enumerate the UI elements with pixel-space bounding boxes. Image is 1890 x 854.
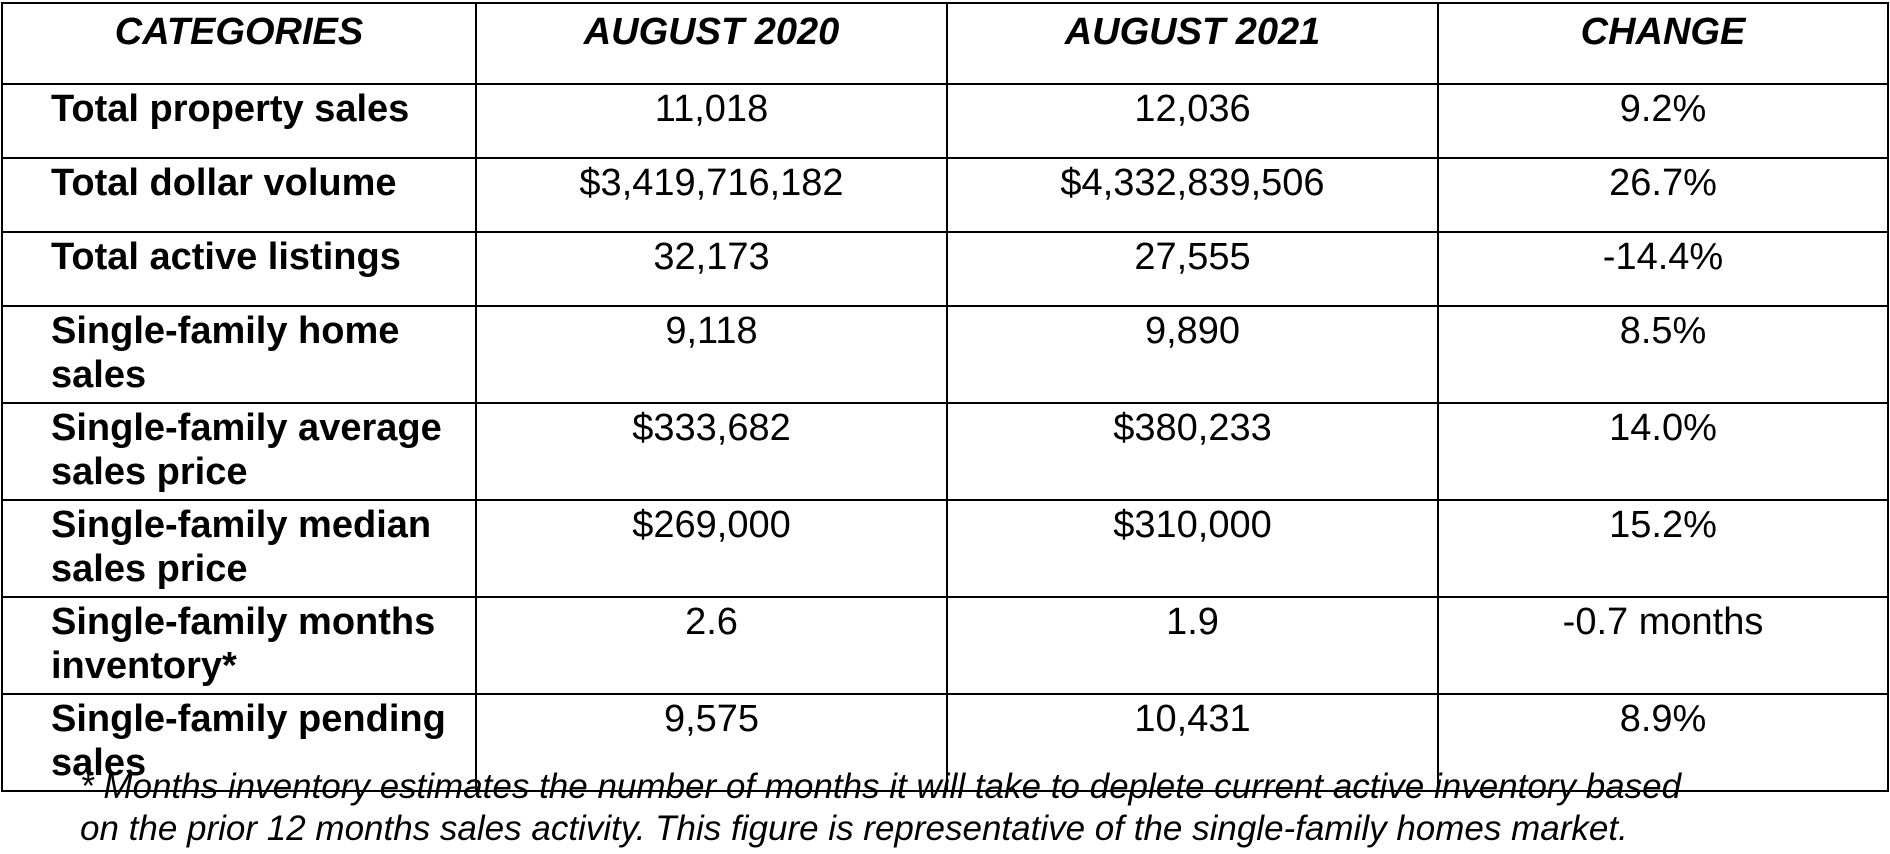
table-row bbox=[2, 597, 1888, 694]
header-categories: CATEGORIES bbox=[2, 3, 476, 84]
market-stats-table bbox=[1, 2, 1889, 792]
footnote-line-1: * Months inventory estimates the number of months it will take to deplete current active inventory based bbox=[80, 767, 1682, 806]
category-cell: Single-family months inventory* bbox=[2, 597, 476, 694]
category-cell: Single-family home sales bbox=[2, 306, 476, 403]
table-row bbox=[2, 403, 1888, 500]
august-2021-cell: $380,233 bbox=[947, 403, 1438, 500]
august-2020-cell: 9,118 bbox=[476, 306, 947, 403]
august-2021-cell: $310,000 bbox=[947, 500, 1438, 597]
august-2020-cell: $333,682 bbox=[476, 403, 947, 500]
change-cell: 14.0% bbox=[1438, 403, 1888, 500]
change-cell: 8.9% bbox=[1438, 694, 1888, 791]
august-2020-cell: 11,018 bbox=[476, 84, 947, 158]
change-cell: 26.7% bbox=[1438, 158, 1888, 232]
header-august-2020: AUGUST 2020 bbox=[476, 3, 947, 84]
footnote bbox=[80, 766, 1860, 850]
change-cell: 9.2% bbox=[1438, 84, 1888, 158]
august-2021-cell: 10,431 bbox=[947, 694, 1438, 791]
august-2020-cell: 2.6 bbox=[476, 597, 947, 694]
category-cell: Single-family average sales price bbox=[2, 403, 476, 500]
august-2021-cell: 9,890 bbox=[947, 306, 1438, 403]
table-row bbox=[2, 84, 1888, 158]
header-august-2021: AUGUST 2021 bbox=[947, 3, 1438, 84]
august-2021-cell: $4,332,839,506 bbox=[947, 158, 1438, 232]
category-cell: Single-family median sales price bbox=[2, 500, 476, 597]
table-row bbox=[2, 232, 1888, 306]
august-2021-cell: 12,036 bbox=[947, 84, 1438, 158]
table-row bbox=[2, 500, 1888, 597]
august-2020-cell: $269,000 bbox=[476, 500, 947, 597]
header-row bbox=[2, 3, 1888, 84]
august-2021-cell: 27,555 bbox=[947, 232, 1438, 306]
change-cell: -14.4% bbox=[1438, 232, 1888, 306]
change-cell: -0.7 months bbox=[1438, 597, 1888, 694]
table-row bbox=[2, 158, 1888, 232]
august-2020-cell: $3,419,716,182 bbox=[476, 158, 947, 232]
footnote-line-2: on the prior 12 months sales activity. This figure is representative of the single-family homes market. bbox=[80, 809, 1628, 848]
header-change: CHANGE bbox=[1438, 3, 1888, 84]
change-cell: 15.2% bbox=[1438, 500, 1888, 597]
category-cell: Total dollar volume bbox=[2, 158, 476, 232]
category-cell: Total active listings bbox=[2, 232, 476, 306]
august-2020-cell: 32,173 bbox=[476, 232, 947, 306]
table-row bbox=[2, 306, 1888, 403]
august-2021-cell: 1.9 bbox=[947, 597, 1438, 694]
change-cell: 8.5% bbox=[1438, 306, 1888, 403]
category-cell: Total property sales bbox=[2, 84, 476, 158]
category-cell: Single-family pending sales bbox=[2, 694, 476, 791]
august-2020-cell: 9,575 bbox=[476, 694, 947, 791]
